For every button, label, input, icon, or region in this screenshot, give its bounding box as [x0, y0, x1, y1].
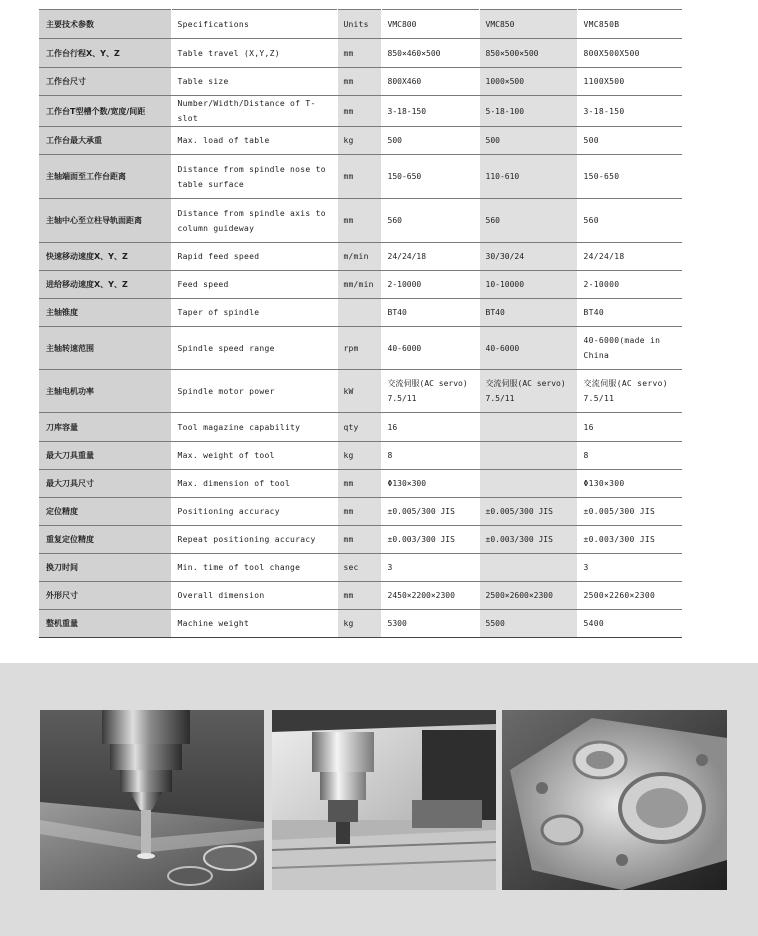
header-value-vmc850b: VMC850B — [577, 10, 682, 39]
value-vmc850: ±0.003/300 JIS — [479, 526, 577, 554]
spindle-head-photo — [272, 710, 496, 890]
value-vmc850 — [479, 470, 577, 498]
value-vmc800: 16 — [381, 413, 479, 442]
value-vmc850b: 3 — [577, 554, 682, 582]
param-name-cn: 进给移动速度X、Y、Z — [39, 271, 171, 299]
value-vmc800: 24/24/18 — [381, 243, 479, 271]
spec-table-row — [39, 442, 682, 470]
param-unit: mm — [337, 155, 381, 199]
value-vmc850b: 40-6000(made in China — [577, 327, 682, 370]
value-vmc850 — [479, 554, 577, 582]
value-vmc850: 10-10000 — [479, 271, 577, 299]
value-vmc850b: 2-10000 — [577, 271, 682, 299]
spec-table-row — [39, 610, 682, 638]
param-unit: mm — [337, 498, 381, 526]
value-vmc850: BT40 — [479, 299, 577, 327]
param-name-en: Distance from spindle axis to column guideway — [171, 199, 337, 243]
param-name-cn: 工作台最大承重 — [39, 127, 171, 155]
value-vmc800: 150-650 — [381, 155, 479, 199]
param-unit: rpm — [337, 327, 381, 370]
param-name-en: Max. dimension of tool — [171, 470, 337, 498]
value-vmc850b: 500 — [577, 127, 682, 155]
param-name-cn: 重复定位精度 — [39, 526, 171, 554]
param-name-cn: 主轴中心至立柱导轨面距离 — [39, 199, 171, 243]
param-unit: kg — [337, 442, 381, 470]
param-unit: mm — [337, 582, 381, 610]
spec-table-row — [39, 299, 682, 327]
value-vmc850b: ±0.005/300 JIS — [577, 498, 682, 526]
value-vmc800: 2-10000 — [381, 271, 479, 299]
param-name-cn: 最大刀具重量 — [39, 442, 171, 470]
value-vmc850b: 16 — [577, 413, 682, 442]
param-name-cn: 工作台尺寸 — [39, 68, 171, 96]
value-vmc850: 2500×2600×2300 — [479, 582, 577, 610]
param-name-en: Taper of spindle — [171, 299, 337, 327]
param-name-en: Rapid feed speed — [171, 243, 337, 271]
value-vmc850b: Φ130×300 — [577, 470, 682, 498]
param-name-en: Repeat positioning accuracy — [171, 526, 337, 554]
value-vmc850b: 2500×2260×2300 — [577, 582, 682, 610]
param-name-en: Overall dimension — [171, 582, 337, 610]
param-unit: mm — [337, 96, 381, 127]
value-vmc850b: BT40 — [577, 299, 682, 327]
spec-table-row — [39, 199, 682, 243]
param-name-en: Max. weight of tool — [171, 442, 337, 470]
param-unit: kg — [337, 610, 381, 638]
value-vmc850: 5500 — [479, 610, 577, 638]
param-name-cn: 主轴端面至工作台距离 — [39, 155, 171, 199]
spec-table — [39, 9, 682, 638]
param-unit: mm/min — [337, 271, 381, 299]
spec-table-row — [39, 127, 682, 155]
value-vmc850b: 交流伺服(AC servo) 7.5/11 — [577, 370, 682, 413]
value-vmc850 — [479, 413, 577, 442]
value-vmc800: 3-18-150 — [381, 96, 479, 127]
header-param-name-en: Specifications — [171, 10, 337, 39]
value-vmc850b: 560 — [577, 199, 682, 243]
param-name-cn: 外形尺寸 — [39, 582, 171, 610]
spec-table-row — [39, 243, 682, 271]
photo-gallery — [0, 663, 758, 936]
value-vmc800: 8 — [381, 442, 479, 470]
value-vmc800: ±0.003/300 JIS — [381, 526, 479, 554]
param-name-cn: 主轴电机功率 — [39, 370, 171, 413]
value-vmc850: ±0.005/300 JIS — [479, 498, 577, 526]
spec-table-header-row — [39, 10, 682, 39]
value-vmc850: 500 — [479, 127, 577, 155]
param-name-cn: 最大刀具尺寸 — [39, 470, 171, 498]
param-unit: kW — [337, 370, 381, 413]
param-unit: sec — [337, 554, 381, 582]
value-vmc850: 560 — [479, 199, 577, 243]
param-name-cn: 工作台行程X、Y、Z — [39, 39, 171, 68]
value-vmc850: 30/30/24 — [479, 243, 577, 271]
value-vmc850: 40-6000 — [479, 327, 577, 370]
value-vmc800: 850×460×500 — [381, 39, 479, 68]
param-name-en: Min. time of tool change — [171, 554, 337, 582]
value-vmc850b: ±0.003/300 JIS — [577, 526, 682, 554]
param-name-cn: 主轴锥度 — [39, 299, 171, 327]
value-vmc800: 交流伺服(AC servo) 7.5/11 — [381, 370, 479, 413]
spec-table-row — [39, 498, 682, 526]
spec-table-row — [39, 39, 682, 68]
spec-table-row — [39, 155, 682, 199]
value-vmc800: 500 — [381, 127, 479, 155]
param-unit — [337, 299, 381, 327]
param-name-en: Tool magazine capability — [171, 413, 337, 442]
spec-table-row — [39, 526, 682, 554]
spec-table-row — [39, 370, 682, 413]
value-vmc800: Φ130×300 — [381, 470, 479, 498]
header-value-vmc850: VMC850 — [479, 10, 577, 39]
param-unit: mm — [337, 68, 381, 96]
param-unit: qty — [337, 413, 381, 442]
param-name-en: Table size — [171, 68, 337, 96]
param-name-cn: 定位精度 — [39, 498, 171, 526]
param-unit: mm — [337, 526, 381, 554]
header-value-vmc800: VMC800 — [381, 10, 479, 39]
param-name-en: Distance from spindle nose to table surface — [171, 155, 337, 199]
param-unit: mm — [337, 470, 381, 498]
spec-table-row — [39, 271, 682, 299]
value-vmc850: 1000×500 — [479, 68, 577, 96]
param-unit: mm — [337, 199, 381, 243]
value-vmc800: 2450×2200×2300 — [381, 582, 479, 610]
param-name-en: Feed speed — [171, 271, 337, 299]
machined-housing-photo — [502, 710, 727, 890]
value-vmc850b: 3-18-150 — [577, 96, 682, 127]
value-vmc800: 40-6000 — [381, 327, 479, 370]
param-name-cn: 刀库容量 — [39, 413, 171, 442]
param-name-en: Spindle speed range — [171, 327, 337, 370]
value-vmc850b: 8 — [577, 442, 682, 470]
value-vmc800: 5300 — [381, 610, 479, 638]
param-name-en: Table travel (X,Y,Z) — [171, 39, 337, 68]
spec-table-row — [39, 554, 682, 582]
param-unit: m/min — [337, 243, 381, 271]
spec-table-row — [39, 582, 682, 610]
value-vmc850: 交流伺服(AC servo) 7.5/11 — [479, 370, 577, 413]
value-vmc850 — [479, 442, 577, 470]
spec-table-row — [39, 68, 682, 96]
value-vmc850: 850×500×500 — [479, 39, 577, 68]
param-name-cn: 工作台T型槽个数/宽度/间距 — [39, 96, 171, 127]
param-name-cn: 整机重量 — [39, 610, 171, 638]
milling-spindle-photo — [40, 710, 264, 890]
spec-table-body — [39, 10, 682, 638]
param-unit: kg — [337, 127, 381, 155]
spec-table-row — [39, 413, 682, 442]
value-vmc800: 800X460 — [381, 68, 479, 96]
value-vmc850b: 150-650 — [577, 155, 682, 199]
param-name-en: Machine weight — [171, 610, 337, 638]
param-unit: mm — [337, 39, 381, 68]
param-name-cn: 换刀时间 — [39, 554, 171, 582]
value-vmc800: 3 — [381, 554, 479, 582]
param-name-cn: 主轴转速范围 — [39, 327, 171, 370]
value-vmc800: BT40 — [381, 299, 479, 327]
spec-table-row — [39, 470, 682, 498]
param-name-cn: 快速移动速度X、Y、Z — [39, 243, 171, 271]
value-vmc850: 110-610 — [479, 155, 577, 199]
value-vmc850: 5-18-100 — [479, 96, 577, 127]
param-name-en: Max. load of table — [171, 127, 337, 155]
header-param-name-cn: 主要技术参数 — [39, 10, 171, 39]
value-vmc850b: 1100X500 — [577, 68, 682, 96]
param-name-en: Positioning accuracy — [171, 498, 337, 526]
value-vmc850b: 5400 — [577, 610, 682, 638]
header-param-unit: Units — [337, 10, 381, 39]
param-name-en: Number/Width/Distance of T-slot — [171, 96, 337, 127]
param-name-en: Spindle motor power — [171, 370, 337, 413]
value-vmc800: ±0.005/300 JIS — [381, 498, 479, 526]
value-vmc850b: 800X500X500 — [577, 39, 682, 68]
spec-table-row — [39, 96, 682, 127]
spec-table-row — [39, 327, 682, 370]
value-vmc800: 560 — [381, 199, 479, 243]
value-vmc850b: 24/24/18 — [577, 243, 682, 271]
